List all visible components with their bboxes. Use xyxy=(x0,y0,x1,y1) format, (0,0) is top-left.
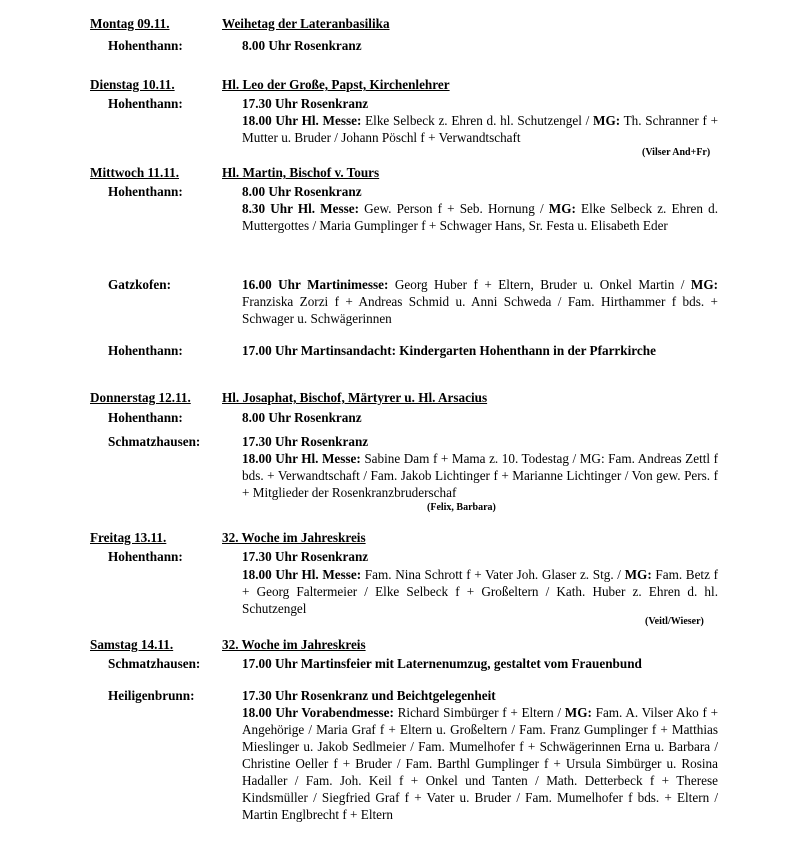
service-line: 17.30 Uhr Rosenkranz xyxy=(242,549,369,564)
place-label: Hohenthann: xyxy=(108,184,183,199)
mass-intentions xyxy=(242,566,718,617)
mg-text: Franziska Zorzi f + Andreas Schmid u. Anni Schweda / Fam. Hirthammer f bds. + Schwager u. Schwägerinnen xyxy=(242,294,718,326)
day-heading-date: Donnerstag 12.11. xyxy=(90,390,191,405)
mass-label: 16.00 Uhr Martinimesse: xyxy=(242,277,389,292)
place-label: Schmatzhausen: xyxy=(108,434,201,449)
day-heading-date: Samstag 14.11. xyxy=(90,637,174,652)
service-line: 17.00 Uhr Martinsfeier mit Laternenumzug, gestaltet vom Frauenbund xyxy=(242,656,642,671)
day-heading-feast: Hl. Leo der Große, Papst, Kirchenlehrer xyxy=(222,77,450,92)
place-label: Schmatzhausen: xyxy=(108,656,201,671)
day-heading-date: Freitag 13.11. xyxy=(90,530,167,545)
day-heading-feast: Hl. Josaphat, Bischof, Märtyrer u. Hl. Arsacius xyxy=(222,390,488,405)
place-label: Hohenthann: xyxy=(108,410,183,425)
mg-text: Fam. Betz f + Georg Faltermeier / Elke Selbeck f + Großeltern / Kath. Huber z. Ehren d. hl. Schutzengel xyxy=(242,567,718,616)
service-line: 17.30 Uhr Rosenkranz und Beichtgelegenheit xyxy=(242,688,496,703)
mass-text: Georg Huber f + Eltern, Bruder u. Onkel Martin / xyxy=(394,277,691,292)
mass-text: Richard Simbürger f + Eltern / xyxy=(397,705,565,720)
day-heading-feast: Hl. Martin, Bischof v. Tours xyxy=(222,165,380,180)
day-heading-date: Dienstag 10.11. xyxy=(90,77,175,92)
mass-label: 8.30 Uhr Hl. Messe: xyxy=(242,201,359,216)
mass-intentions xyxy=(242,450,718,501)
service-line: 17.00 Uhr Martinsandacht: Kindergarten Hohenthann in der Pfarrkirche xyxy=(242,343,656,358)
server-note: (Felix, Barbara) xyxy=(427,502,496,513)
mg-label: MG: xyxy=(690,277,718,292)
place-label: Hohenthann: xyxy=(108,38,183,53)
server-note: (Veitl/Wieser) xyxy=(645,616,704,627)
mg-text: Elke Selbeck z. Ehren d. Muttergottes / Maria Gumplinger f + Schwager Hans, Sr. Festa u. Elisabeth Eder xyxy=(242,201,718,233)
place-label: Gatzkofen: xyxy=(108,277,171,292)
day-heading-date: Mittwoch 11.11. xyxy=(90,165,180,180)
mass-text: Gew. Person f + Seb. Hornung / xyxy=(364,201,549,216)
mg-text: Th. Schranner f + Mutter u. Bruder / Johann Pöschl f + Verwandtschaft xyxy=(242,113,719,145)
day-heading-feast: 32. Woche im Jahreskreis xyxy=(222,637,366,652)
mg-label: MG: xyxy=(593,113,621,128)
service-line: 8.00 Uhr Rosenkranz xyxy=(242,184,362,199)
mg-label: MG: xyxy=(548,201,576,216)
place-label: Hohenthann: xyxy=(108,549,183,564)
mass-label: 18.00 Uhr Hl. Messe: xyxy=(242,451,361,466)
service-line: 17.30 Uhr Rosenkranz xyxy=(242,434,369,449)
mass-text: Sabine Dam f + Mama z. 10. Todestag / MG: Fam. Andreas Zettl f bds. + Verwandtschaft / Fam. Jakob Lichtinger f + Marianne Lichtinger / Von gew. Pers. f + Mitglieder der Rosenkranzbruderschaf xyxy=(242,451,719,500)
server-note: (Vilser And+Fr) xyxy=(642,147,711,158)
mg-label: MG: xyxy=(624,567,652,582)
service-line: 8.00 Uhr Rosenkranz xyxy=(242,38,362,53)
mass-text: Elke Selbeck z. Ehren d. hl. Schutzengel / xyxy=(365,113,593,128)
mass-label: 18.00 Uhr Vorabendmesse: xyxy=(242,705,394,720)
place-label: Hohenthann: xyxy=(108,343,183,358)
mg-label: MG: xyxy=(564,705,592,720)
mass-intentions xyxy=(242,112,718,146)
mass-text: Fam. Nina Schrott f + Vater Joh. Glaser z. Stg. / xyxy=(364,567,625,582)
mg-text: Fam. A. Vilser Ako f + Angehörige / Maria Graf f + Eltern u. Großeltern / Fam. Franz Gumplinger f + Matthias Mieslinger u. Jakob Sedlmeier / Fam. Mumelhofer f + Schwägerinnen Erna u. Barbara / Christine Oeller f + Bruder / Fam. Barthl Gumplinger f + Ursula Simbürger u. Rosina Hadaller / Fam. Joh. Keil f + Onkel und Tanten / Math. Detterbeck f + Therese Kindsmüller / Siegfried Graf f + Vater u. Bruder / Fam. Mumelhofer f bds. + Eltern / Martin Englbrecht f + Eltern xyxy=(242,705,719,822)
day-heading-feast: Weihetag der Lateranbasilika xyxy=(222,16,390,31)
mass-intentions xyxy=(242,200,718,234)
mass-intentions xyxy=(242,704,718,823)
place-label: Hohenthann: xyxy=(108,96,183,111)
mass-intentions xyxy=(242,276,718,327)
day-heading-feast: 32. Woche im Jahreskreis xyxy=(222,530,366,545)
place-label: Heiligenbrunn: xyxy=(108,688,195,703)
mass-label: 18.00 Uhr Hl. Messe: xyxy=(242,567,362,582)
mass-label: 18.00 Uhr Hl. Messe: xyxy=(242,113,362,128)
service-line: 17.30 Uhr Rosenkranz xyxy=(242,96,369,111)
day-heading-date: Montag 09.11. xyxy=(90,16,170,31)
service-line: 8.00 Uhr Rosenkranz xyxy=(242,410,362,425)
